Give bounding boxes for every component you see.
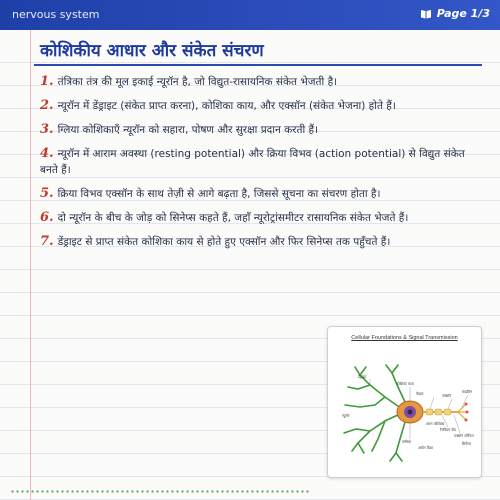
item-text: तंत्रिका तंत्र की मूल इकाई न्यूरॉन है, जो विद्युत-रासायनिक संकेत भेजती है। [57, 76, 338, 88]
label-myelin: माइलिन [462, 390, 473, 394]
axon-terminals [458, 405, 466, 419]
item-text: न्यूरॉन में आराम अवस्था (resting potential) और क्रिया विभव (action potential) से विद्युत संकेत बनते हैं। [40, 148, 465, 176]
label-nucleus: केंद्रक [416, 392, 424, 396]
title-underline [34, 64, 482, 66]
dotted-divider [10, 490, 310, 493]
label-axon: एक्सॉन [442, 394, 452, 398]
page-number: Page 1/3 [436, 7, 490, 20]
section-label: nervous system [12, 8, 100, 21]
myelin-sheaths [426, 409, 451, 415]
label-dendrite: डेंड्राइट [358, 375, 367, 379]
label-schwann: श्वान कोशिका [426, 422, 445, 426]
book-icon [420, 9, 432, 19]
item-text: डेंड्राइट से प्राप्त संकेत कोशिका काय से होते हुए एक्सॉन और फिर सिनेप्स तक पहुँचते हैं। [57, 236, 391, 248]
point-list [40, 74, 480, 258]
page-title: कोशिकीय आधार और संकेत संचरण [40, 41, 264, 61]
label-nucleus-2: नाभिक [402, 440, 412, 444]
label-node: रैनवियर नोड [440, 428, 456, 432]
item-number: 4. [40, 146, 54, 161]
label-terminal: एक्सॉन टर्मिनल [454, 434, 474, 438]
list-item [40, 122, 480, 138]
item-number: 3. [40, 122, 54, 137]
header-bar [0, 0, 500, 30]
item-number: 2. [40, 98, 54, 113]
list-item [40, 210, 480, 226]
item-number: 1. [40, 74, 54, 89]
page-indicator [420, 7, 490, 20]
list-item [40, 186, 480, 202]
list-item [40, 234, 480, 250]
label-cell-body: कोशिका काय [396, 382, 414, 386]
margin-line [30, 30, 31, 500]
label-synapse: सिनेप्स [462, 442, 471, 446]
list-item [40, 146, 480, 178]
label-neuron: न्यूरॉन [342, 414, 350, 418]
list-item [40, 74, 480, 90]
neuron-figure [327, 326, 482, 478]
item-number: 7. [40, 234, 54, 249]
item-text: न्यूरॉन में डेंड्राइट (संकेत प्राप्त करना), कोशिका काय, और एक्सॉन (संकेत भेजना) होते हैं। [57, 100, 396, 112]
item-text: ग्लिया कोशिकाएँ न्यूरॉन को सहारा, पोषण और सुरक्षा प्रदान करती हैं। [57, 124, 319, 136]
item-number: 6. [40, 210, 54, 225]
neuron-diagram [330, 347, 479, 473]
list-item [40, 98, 480, 114]
figure-title: Cellular Foundations & Signal Transmission [351, 335, 458, 341]
item-text: दो न्यूरॉन के बीच के जोड़ को सिनेप्स कहते हैं, जहाँ न्यूरोट्रांसमीटर रासायनिक संकेत भेजते हैं। [57, 212, 409, 224]
dendrites [344, 365, 405, 461]
item-number: 5. [40, 186, 54, 201]
label-impulse: आवेग दिशा [418, 446, 434, 450]
item-text: क्रिया विभव एक्सॉन के साथ तेज़ी से आगे बढ़ता है, जिससे सूचना का संचरण होता है। [57, 188, 381, 200]
